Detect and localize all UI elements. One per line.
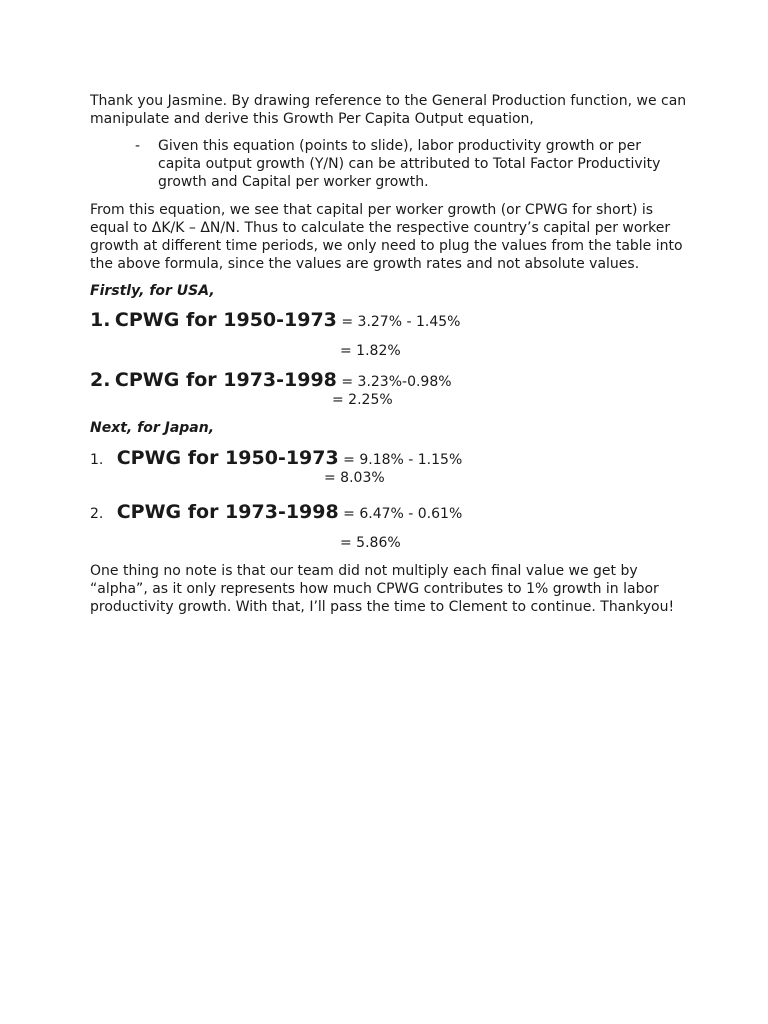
japan-item-1-number: 1. [90, 452, 104, 468]
intro-paragraph: Thank you Jasmine. By drawing reference to the General Production function, we can manipulate and derive this Growth Per Capita Output equation, [90, 93, 687, 127]
closing-paragraph: One thing no note is that our team did not multiply each final value we get by “alpha”, as it only represents how much CPWG contributes to 1% growth in labor productivity growth. With that, I’ll pass the time to Clement to continue. Thankyou! [90, 563, 675, 615]
usa-item-1-number: 1. [90, 309, 111, 331]
usa-item-2-label: CPWG for 1973-1998 [114, 369, 337, 391]
usa-item-2 [90, 369, 452, 391]
japan-item-2-label: CPWG for 1973-1998 [116, 501, 339, 523]
bullet-marker: - [135, 138, 141, 154]
japan-heading: Next, for Japan, [90, 420, 215, 436]
japan-item-1 [90, 447, 462, 469]
japan-item-2-equation: = 6.47% - 0.61% [343, 506, 463, 522]
usa-heading: Firstly, for USA, [90, 283, 215, 299]
usa-item-1-label: CPWG for 1950-1973 [114, 309, 337, 331]
usa-item-1-equation: = 3.27% - 1.45% [341, 314, 461, 330]
usa-item-2-equation: = 3.23%-0.98% [341, 374, 452, 390]
usa-item-1 [90, 309, 460, 331]
japan-item-2 [90, 501, 462, 523]
usa-item-1-result: = 1.82% [340, 343, 401, 359]
usa-item-2-result: = 2.25% [332, 392, 393, 408]
bullet-text: Given this equation (points to slide), labor productivity growth or per capita output growth (Y/N) can be attributed to Total Factor Productivity growth and Capital per worker growth. [158, 138, 661, 190]
usa-item-2-number: 2. [90, 369, 111, 391]
japan-item-1-label: CPWG for 1950-1973 [116, 447, 339, 469]
explanation-paragraph: From this equation, we see that capital per worker growth (or CPWG for short) is equal to ΔK/K – ΔN/N. Thus to calculate the respective country’s capital per worker growth at different time periods, we only need to plug the values from the table into the above formula, since the values are growth rates and not absolute values. [90, 202, 683, 272]
japan-item-1-result: = 8.03% [324, 470, 385, 486]
japan-item-2-number: 2. [90, 506, 104, 522]
japan-item-2-result: = 5.86% [340, 535, 401, 551]
japan-item-1-equation: = 9.18% - 1.15% [343, 452, 463, 468]
